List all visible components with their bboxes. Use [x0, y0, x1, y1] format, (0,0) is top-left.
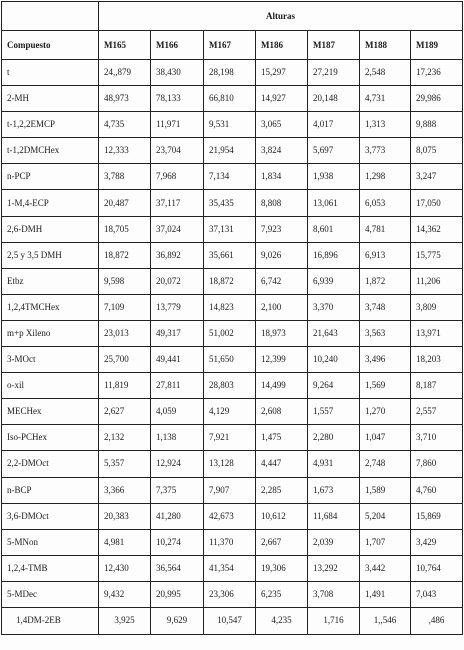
- table-row: [2, 399, 463, 425]
- compound-name-cell: o-xil: [2, 373, 99, 399]
- column-header: M166: [151, 31, 204, 60]
- height-value-cell: 27,811: [151, 373, 204, 399]
- height-value-cell: 1,557: [308, 399, 360, 425]
- height-value-cell: 41,354: [204, 555, 256, 581]
- height-value-cell: 35,661: [204, 242, 256, 268]
- compound-name-cell: 5-MDec: [2, 581, 99, 607]
- table-row: [2, 425, 463, 451]
- height-value-cell: 11,206: [411, 268, 463, 294]
- compound-name-cell: t-1,2,2EMCP: [2, 112, 99, 138]
- height-value-cell: 3,429: [411, 529, 463, 555]
- column-header: M189: [411, 31, 463, 60]
- column-header: M167: [204, 31, 256, 60]
- table-row: [2, 451, 463, 477]
- height-value-cell: 3,366: [99, 477, 151, 503]
- height-value-cell: 4,017: [308, 112, 360, 138]
- height-value-cell: 8,187: [411, 373, 463, 399]
- height-value-cell: 3,809: [411, 294, 463, 320]
- height-value-cell: 2,100: [256, 294, 308, 320]
- height-value-cell: 5,697: [308, 138, 360, 164]
- height-value-cell: 3,496: [360, 347, 411, 373]
- height-value-cell: 10,547: [204, 607, 256, 634]
- height-value-cell: 18,705: [99, 216, 151, 242]
- height-value-cell: 9,629: [151, 607, 204, 634]
- height-value-cell: 9,888: [411, 112, 463, 138]
- height-value-cell: 1,138: [151, 425, 204, 451]
- height-value-cell: 7,043: [411, 581, 463, 607]
- table-row: [2, 347, 463, 373]
- height-value-cell: 1,569: [360, 373, 411, 399]
- height-value-cell: 2,667: [256, 529, 308, 555]
- height-value-cell: 2,557: [411, 399, 463, 425]
- height-value-cell: 28,198: [204, 60, 256, 86]
- compound-name-cell: 3-MOct: [2, 347, 99, 373]
- height-value-cell: 20,995: [151, 581, 204, 607]
- table-row: [2, 242, 463, 268]
- height-value-cell: 12,333: [99, 138, 151, 164]
- height-value-cell: 6,053: [360, 190, 411, 216]
- height-value-cell: 1,938: [308, 164, 360, 190]
- height-value-cell: 51,650: [204, 347, 256, 373]
- height-value-cell: 6,939: [308, 268, 360, 294]
- compound-name-cell: 2-MH: [2, 86, 99, 112]
- height-value-cell: 1,716: [308, 607, 360, 634]
- height-value-cell: 4,731: [360, 86, 411, 112]
- height-value-cell: 25,700: [99, 347, 151, 373]
- height-value-cell: 3,773: [360, 138, 411, 164]
- height-value-cell: 1,589: [360, 477, 411, 503]
- height-value-cell: 1,834: [256, 164, 308, 190]
- compound-name-cell: t: [2, 60, 99, 86]
- height-value-cell: 21,954: [204, 138, 256, 164]
- height-value-cell: 27,219: [308, 60, 360, 86]
- height-value-cell: 24,,879: [99, 60, 151, 86]
- height-value-cell: 37,131: [204, 216, 256, 242]
- height-value-cell: 48,973: [99, 86, 151, 112]
- height-value-cell: 7,375: [151, 477, 204, 503]
- table-row: [2, 320, 463, 346]
- compound-name-cell: 1,4DM-2EB: [2, 607, 99, 634]
- height-value-cell: 18,203: [411, 347, 463, 373]
- height-value-cell: 66,810: [204, 86, 256, 112]
- height-value-cell: 4,735: [99, 112, 151, 138]
- height-value-cell: 14,362: [411, 216, 463, 242]
- table-row: [2, 503, 463, 529]
- height-value-cell: 14,927: [256, 86, 308, 112]
- height-value-cell: 7,968: [151, 164, 204, 190]
- height-value-cell: 2,132: [99, 425, 151, 451]
- height-value-cell: 11,971: [151, 112, 204, 138]
- height-value-cell: 5,204: [360, 503, 411, 529]
- height-value-cell: 2,039: [308, 529, 360, 555]
- compound-name-cell: n-PCP: [2, 164, 99, 190]
- height-value-cell: 10,764: [411, 555, 463, 581]
- height-value-cell: 7,134: [204, 164, 256, 190]
- compound-name-cell: Iso-PCHex: [2, 425, 99, 451]
- height-value-cell: 7,923: [256, 216, 308, 242]
- height-value-cell: 51,002: [204, 320, 256, 346]
- height-value-cell: 5,357: [99, 451, 151, 477]
- height-value-cell: 16,896: [308, 242, 360, 268]
- empty-corner-cell: [2, 2, 99, 31]
- height-value-cell: 6,742: [256, 268, 308, 294]
- height-value-cell: 7,907: [204, 477, 256, 503]
- column-header: M188: [360, 31, 411, 60]
- height-value-cell: 36,564: [151, 555, 204, 581]
- header-group-row: [2, 2, 463, 31]
- height-value-cell: 1,047: [360, 425, 411, 451]
- height-value-cell: 4,931: [308, 451, 360, 477]
- height-value-cell: 35,435: [204, 190, 256, 216]
- height-value-cell: 14,499: [256, 373, 308, 399]
- height-value-cell: 4,129: [204, 399, 256, 425]
- height-value-cell: 1,270: [360, 399, 411, 425]
- height-value-cell: 18,872: [204, 268, 256, 294]
- height-value-cell: 1,313: [360, 112, 411, 138]
- height-value-cell: 9,026: [256, 242, 308, 268]
- height-value-cell: 42,673: [204, 503, 256, 529]
- height-value-cell: 13,971: [411, 320, 463, 346]
- table-row: [2, 190, 463, 216]
- height-value-cell: 23,306: [204, 581, 256, 607]
- table-row: [2, 216, 463, 242]
- table-row: [2, 112, 463, 138]
- height-value-cell: 17,050: [411, 190, 463, 216]
- height-value-cell: 2,548: [360, 60, 411, 86]
- height-value-cell: 12,924: [151, 451, 204, 477]
- height-value-cell: 3,065: [256, 112, 308, 138]
- height-value-cell: 9,432: [99, 581, 151, 607]
- table-row: [2, 555, 463, 581]
- table-row: [2, 60, 463, 86]
- height-value-cell: 23,013: [99, 320, 151, 346]
- height-value-cell: 3,710: [411, 425, 463, 451]
- height-value-cell: 9,598: [99, 268, 151, 294]
- height-value-cell: 13,779: [151, 294, 204, 320]
- column-header: M186: [256, 31, 308, 60]
- height-value-cell: 20,487: [99, 190, 151, 216]
- height-value-cell: 4,235: [256, 607, 308, 634]
- table-row: [2, 373, 463, 399]
- height-value-cell: 13,128: [204, 451, 256, 477]
- height-value-cell: 7,860: [411, 451, 463, 477]
- height-value-cell: 36,892: [151, 242, 204, 268]
- height-value-cell: 12,430: [99, 555, 151, 581]
- compound-name-cell: t-1,2DMCHex: [2, 138, 99, 164]
- height-value-cell: 11,684: [308, 503, 360, 529]
- height-value-cell: 4,447: [256, 451, 308, 477]
- height-value-cell: 18,872: [99, 242, 151, 268]
- height-value-cell: 11,370: [204, 529, 256, 555]
- height-value-cell: 15,775: [411, 242, 463, 268]
- height-value-cell: 49,441: [151, 347, 204, 373]
- compound-name-cell: m+p Xileno: [2, 320, 99, 346]
- height-value-cell: 1,872: [360, 268, 411, 294]
- height-value-cell: 7,921: [204, 425, 256, 451]
- height-value-cell: ,486: [411, 607, 463, 634]
- height-value-cell: 2,608: [256, 399, 308, 425]
- height-value-cell: 1,673: [308, 477, 360, 503]
- height-value-cell: 21,643: [308, 320, 360, 346]
- table-row: [2, 529, 463, 555]
- height-value-cell: 2,627: [99, 399, 151, 425]
- compound-name-cell: 2,6-DMH: [2, 216, 99, 242]
- height-value-cell: 1,298: [360, 164, 411, 190]
- height-value-cell: 78,133: [151, 86, 204, 112]
- column-header: M165: [99, 31, 151, 60]
- height-value-cell: 3,708: [308, 581, 360, 607]
- height-value-cell: 8,075: [411, 138, 463, 164]
- compound-name-cell: 1-M,4-ECP: [2, 190, 99, 216]
- height-value-cell: 20,072: [151, 268, 204, 294]
- height-value-cell: 12,399: [256, 347, 308, 373]
- height-value-cell: 28,803: [204, 373, 256, 399]
- height-value-cell: 3,247: [411, 164, 463, 190]
- height-value-cell: 3,925: [99, 607, 151, 634]
- height-value-cell: 1,,546: [360, 607, 411, 634]
- height-value-cell: 6,913: [360, 242, 411, 268]
- height-value-cell: 37,117: [151, 190, 204, 216]
- table-row: [2, 268, 463, 294]
- height-value-cell: 8,808: [256, 190, 308, 216]
- height-value-cell: 2,285: [256, 477, 308, 503]
- compound-name-cell: 2,2-DMOct: [2, 451, 99, 477]
- height-value-cell: 10,240: [308, 347, 360, 373]
- height-value-cell: 23,704: [151, 138, 204, 164]
- table-row: [2, 607, 463, 634]
- height-value-cell: 20,383: [99, 503, 151, 529]
- height-value-cell: 10,612: [256, 503, 308, 529]
- height-value-cell: 1,491: [360, 581, 411, 607]
- height-value-cell: 7,109: [99, 294, 151, 320]
- compound-name-cell: 1,2,4TMCHex: [2, 294, 99, 320]
- compound-name-cell: Etbz: [2, 268, 99, 294]
- height-value-cell: 8,601: [308, 216, 360, 242]
- compound-name-cell: 1,2,4-TMB: [2, 555, 99, 581]
- compound-name-cell: 3,6-DMOct: [2, 503, 99, 529]
- table-row: [2, 477, 463, 503]
- compound-name-cell: 2,5 y 3,5 DMH: [2, 242, 99, 268]
- height-value-cell: 41,280: [151, 503, 204, 529]
- table-row: [2, 294, 463, 320]
- height-value-cell: 3,748: [360, 294, 411, 320]
- table-row: [2, 164, 463, 190]
- height-value-cell: 1,707: [360, 529, 411, 555]
- height-value-cell: 4,981: [99, 529, 151, 555]
- table-body: [2, 60, 463, 635]
- height-value-cell: 38,430: [151, 60, 204, 86]
- table-row: [2, 138, 463, 164]
- height-value-cell: 6,235: [256, 581, 308, 607]
- height-value-cell: 19,306: [256, 555, 308, 581]
- compound-name-cell: n-BCP: [2, 477, 99, 503]
- height-value-cell: 29,986: [411, 86, 463, 112]
- height-value-cell: 3,442: [360, 555, 411, 581]
- height-value-cell: 17,236: [411, 60, 463, 86]
- height-value-cell: 9,531: [204, 112, 256, 138]
- height-value-cell: 3,370: [308, 294, 360, 320]
- height-value-cell: 9,264: [308, 373, 360, 399]
- height-value-cell: 4,760: [411, 477, 463, 503]
- height-value-cell: 2,280: [308, 425, 360, 451]
- height-value-cell: 15,297: [256, 60, 308, 86]
- height-value-cell: 15,869: [411, 503, 463, 529]
- height-value-cell: 4,781: [360, 216, 411, 242]
- height-value-cell: 13,292: [308, 555, 360, 581]
- height-value-cell: 3,824: [256, 138, 308, 164]
- column-header: Compuesto: [2, 31, 99, 60]
- compound-name-cell: MECHex: [2, 399, 99, 425]
- table-row: [2, 86, 463, 112]
- alturas-group-header: Alturas: [99, 2, 463, 31]
- height-value-cell: 49,317: [151, 320, 204, 346]
- table-row: [2, 581, 463, 607]
- height-value-cell: 37,024: [151, 216, 204, 242]
- column-header-row: [2, 31, 463, 60]
- height-value-cell: 1,475: [256, 425, 308, 451]
- height-value-cell: 3,788: [99, 164, 151, 190]
- compound-name-cell: 5-MNon: [2, 529, 99, 555]
- height-value-cell: 3,563: [360, 320, 411, 346]
- height-value-cell: 14,823: [204, 294, 256, 320]
- height-value-cell: 13,061: [308, 190, 360, 216]
- height-value-cell: 11,819: [99, 373, 151, 399]
- height-value-cell: 18,973: [256, 320, 308, 346]
- height-value-cell: 4,059: [151, 399, 204, 425]
- altura-table: [1, 1, 463, 635]
- column-header: M187: [308, 31, 360, 60]
- height-value-cell: 10,274: [151, 529, 204, 555]
- height-value-cell: 20,148: [308, 86, 360, 112]
- height-value-cell: 2,748: [360, 451, 411, 477]
